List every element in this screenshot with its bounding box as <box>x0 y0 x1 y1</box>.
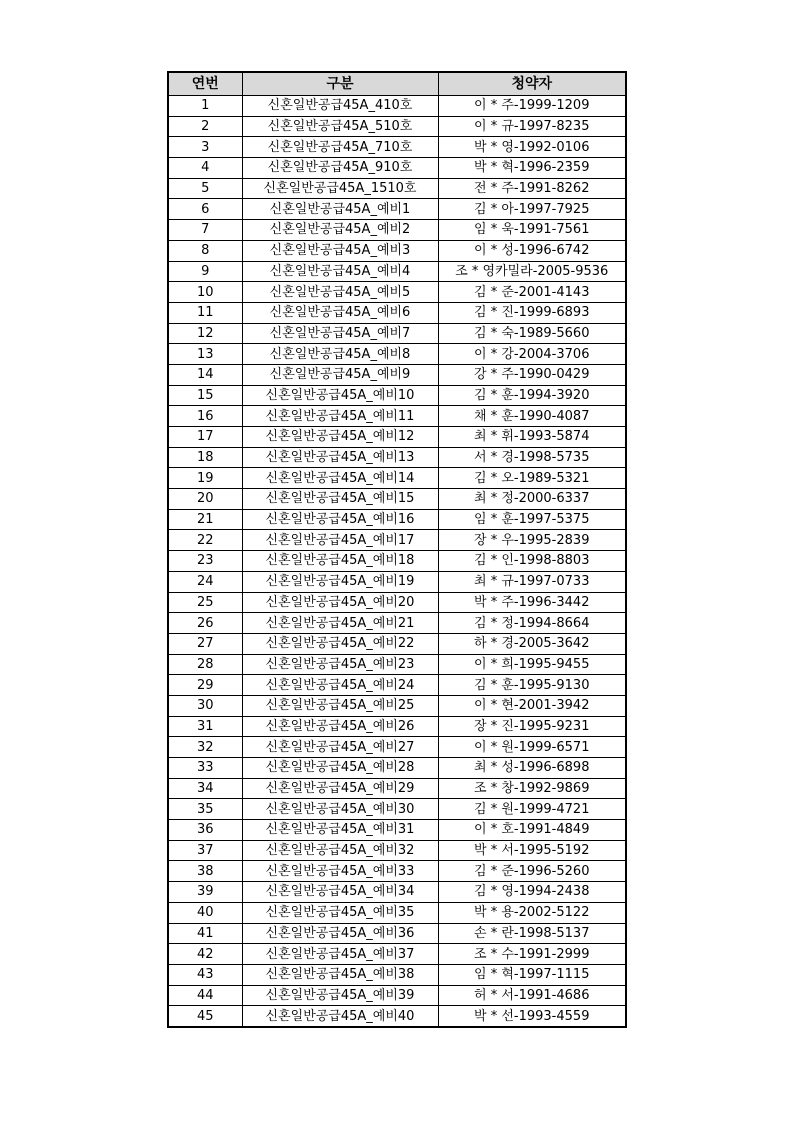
cell-serial-number: 40 <box>168 902 242 923</box>
applicant-table <box>167 71 627 1028</box>
cell-category: 신혼일반공급45A_예비38 <box>242 964 438 985</box>
cell-category: 신혼일반공급45A_예비18 <box>242 551 438 572</box>
cell-serial-number: 43 <box>168 964 242 985</box>
table-row <box>168 406 626 427</box>
cell-applicant: 박 * 선-1993-4559 <box>438 1006 626 1027</box>
cell-serial-number: 22 <box>168 530 242 551</box>
cell-applicant: 장 * 진-1995-9231 <box>438 716 626 737</box>
cell-serial-number: 26 <box>168 613 242 634</box>
cell-serial-number: 11 <box>168 302 242 323</box>
cell-category: 신혼일반공급45A_예비40 <box>242 1006 438 1027</box>
table-row <box>168 882 626 903</box>
cell-category: 신혼일반공급45A_예비17 <box>242 530 438 551</box>
header-category: 구분 <box>242 72 438 96</box>
cell-serial-number: 24 <box>168 571 242 592</box>
cell-category: 신혼일반공급45A_예비39 <box>242 985 438 1006</box>
cell-category: 신혼일반공급45A_예비7 <box>242 323 438 344</box>
cell-category: 신혼일반공급45A_예비15 <box>242 489 438 510</box>
table-row <box>168 571 626 592</box>
cell-serial-number: 28 <box>168 654 242 675</box>
table-row <box>168 695 626 716</box>
cell-serial-number: 14 <box>168 364 242 385</box>
cell-applicant: 손 * 란-1998-5137 <box>438 923 626 944</box>
cell-serial-number: 8 <box>168 240 242 261</box>
cell-applicant: 김 * 영-1994-2438 <box>438 882 626 903</box>
cell-applicant: 이 * 규-1997-8235 <box>438 116 626 137</box>
cell-serial-number: 2 <box>168 116 242 137</box>
table-row <box>168 964 626 985</box>
header-applicant: 청약자 <box>438 72 626 96</box>
table-row <box>168 489 626 510</box>
cell-serial-number: 15 <box>168 385 242 406</box>
cell-category: 신혼일반공급45A_예비8 <box>242 344 438 365</box>
table-row <box>168 178 626 199</box>
table-row <box>168 778 626 799</box>
cell-category: 신혼일반공급45A_예비6 <box>242 302 438 323</box>
cell-category: 신혼일반공급45A_예비32 <box>242 840 438 861</box>
cell-applicant: 조 * 수-1991-2999 <box>438 944 626 965</box>
cell-category: 신혼일반공급45A_910호 <box>242 158 438 179</box>
cell-category: 신혼일반공급45A_예비16 <box>242 509 438 530</box>
table-row <box>168 468 626 489</box>
cell-category: 신혼일반공급45A_예비22 <box>242 633 438 654</box>
table-row <box>168 158 626 179</box>
table-row <box>168 551 626 572</box>
cell-applicant: 김 * 준-2001-4143 <box>438 282 626 303</box>
cell-applicant: 김 * 원-1999-4721 <box>438 799 626 820</box>
table-row <box>168 385 626 406</box>
cell-serial-number: 13 <box>168 344 242 365</box>
cell-applicant: 이 * 강-2004-3706 <box>438 344 626 365</box>
table-row <box>168 944 626 965</box>
table-row <box>168 861 626 882</box>
cell-category: 신혼일반공급45A_예비19 <box>242 571 438 592</box>
table-row <box>168 240 626 261</box>
cell-serial-number: 31 <box>168 716 242 737</box>
document-page <box>167 71 627 1028</box>
cell-category: 신혼일반공급45A_예비25 <box>242 695 438 716</box>
cell-category: 신혼일반공급45A_예비33 <box>242 861 438 882</box>
cell-applicant: 임 * 욱-1991-7561 <box>438 220 626 241</box>
cell-applicant: 이 * 희-1995-9455 <box>438 654 626 675</box>
cell-category: 신혼일반공급45A_예비27 <box>242 737 438 758</box>
table-row <box>168 902 626 923</box>
table-row <box>168 137 626 158</box>
cell-serial-number: 5 <box>168 178 242 199</box>
cell-category: 신혼일반공급45A_예비2 <box>242 220 438 241</box>
cell-category: 신혼일반공급45A_예비3 <box>242 240 438 261</box>
table-row <box>168 530 626 551</box>
cell-category: 신혼일반공급45A_예비34 <box>242 882 438 903</box>
cell-applicant: 전 * 주-1991-8262 <box>438 178 626 199</box>
table-row <box>168 302 626 323</box>
cell-category: 신혼일반공급45A_예비14 <box>242 468 438 489</box>
cell-applicant: 이 * 주-1999-1209 <box>438 96 626 117</box>
cell-category: 신혼일반공급45A_예비4 <box>242 261 438 282</box>
cell-serial-number: 7 <box>168 220 242 241</box>
cell-serial-number: 34 <box>168 778 242 799</box>
cell-category: 신혼일반공급45A_예비26 <box>242 716 438 737</box>
cell-category: 신혼일반공급45A_1510호 <box>242 178 438 199</box>
cell-applicant: 조 * 영카밀라-2005-9536 <box>438 261 626 282</box>
cell-applicant: 박 * 영-1992-0106 <box>438 137 626 158</box>
cell-applicant: 임 * 혁-1997-1115 <box>438 964 626 985</box>
cell-category: 신혼일반공급45A_예비10 <box>242 385 438 406</box>
cell-applicant: 최 * 휘-1993-5874 <box>438 427 626 448</box>
cell-applicant: 서 * 경-1998-5735 <box>438 447 626 468</box>
cell-serial-number: 21 <box>168 509 242 530</box>
cell-serial-number: 33 <box>168 758 242 779</box>
cell-category: 신혼일반공급45A_예비20 <box>242 592 438 613</box>
table-row <box>168 716 626 737</box>
cell-applicant: 김 * 훈-1995-9130 <box>438 675 626 696</box>
table-row <box>168 592 626 613</box>
cell-applicant: 박 * 주-1996-3442 <box>438 592 626 613</box>
cell-applicant: 임 * 훈-1997-5375 <box>438 509 626 530</box>
cell-serial-number: 38 <box>168 861 242 882</box>
cell-category: 신혼일반공급45A_예비12 <box>242 427 438 448</box>
cell-category: 신혼일반공급45A_예비24 <box>242 675 438 696</box>
cell-applicant: 김 * 아-1997-7925 <box>438 199 626 220</box>
cell-applicant: 김 * 숙-1989-5660 <box>438 323 626 344</box>
cell-category: 신혼일반공급45A_예비31 <box>242 820 438 841</box>
cell-applicant: 허 * 서-1991-4686 <box>438 985 626 1006</box>
cell-category: 신혼일반공급45A_예비36 <box>242 923 438 944</box>
cell-category: 신혼일반공급45A_예비23 <box>242 654 438 675</box>
table-row <box>168 199 626 220</box>
cell-serial-number: 35 <box>168 799 242 820</box>
cell-serial-number: 36 <box>168 820 242 841</box>
table-row <box>168 323 626 344</box>
cell-serial-number: 20 <box>168 489 242 510</box>
table-row <box>168 261 626 282</box>
cell-serial-number: 6 <box>168 199 242 220</box>
cell-serial-number: 3 <box>168 137 242 158</box>
cell-applicant: 김 * 오-1989-5321 <box>438 468 626 489</box>
table-row <box>168 447 626 468</box>
cell-serial-number: 19 <box>168 468 242 489</box>
table-row <box>168 675 626 696</box>
cell-serial-number: 1 <box>168 96 242 117</box>
table-row <box>168 613 626 634</box>
table-row <box>168 840 626 861</box>
cell-category: 신혼일반공급45A_예비35 <box>242 902 438 923</box>
table-row <box>168 427 626 448</box>
cell-applicant: 강 * 주-1990-0429 <box>438 364 626 385</box>
table-row <box>168 96 626 117</box>
cell-applicant: 이 * 원-1999-6571 <box>438 737 626 758</box>
cell-serial-number: 4 <box>168 158 242 179</box>
cell-serial-number: 17 <box>168 427 242 448</box>
cell-applicant: 김 * 인-1998-8803 <box>438 551 626 572</box>
cell-category: 신혼일반공급45A_예비30 <box>242 799 438 820</box>
cell-applicant: 최 * 성-1996-6898 <box>438 758 626 779</box>
cell-category: 신혼일반공급45A_예비11 <box>242 406 438 427</box>
cell-applicant: 채 * 훈-1990-4087 <box>438 406 626 427</box>
cell-applicant: 조 * 창-1992-9869 <box>438 778 626 799</box>
table-row <box>168 985 626 1006</box>
cell-serial-number: 10 <box>168 282 242 303</box>
cell-serial-number: 37 <box>168 840 242 861</box>
cell-serial-number: 25 <box>168 592 242 613</box>
table-header <box>168 72 626 96</box>
cell-applicant: 최 * 정-2000-6337 <box>438 489 626 510</box>
cell-applicant: 박 * 용-2002-5122 <box>438 902 626 923</box>
cell-applicant: 박 * 서-1995-5192 <box>438 840 626 861</box>
header-row <box>168 72 626 96</box>
cell-serial-number: 44 <box>168 985 242 1006</box>
table-row <box>168 758 626 779</box>
cell-applicant: 장 * 우-1995-2839 <box>438 530 626 551</box>
table-row <box>168 509 626 530</box>
cell-applicant: 김 * 준-1996-5260 <box>438 861 626 882</box>
cell-serial-number: 41 <box>168 923 242 944</box>
table-body <box>168 96 626 1027</box>
cell-applicant: 김 * 정-1994-8664 <box>438 613 626 634</box>
cell-applicant: 김 * 훈-1994-3920 <box>438 385 626 406</box>
table-row <box>168 116 626 137</box>
cell-serial-number: 27 <box>168 633 242 654</box>
header-serial-number: 연번 <box>168 72 242 96</box>
cell-category: 신혼일반공급45A_예비29 <box>242 778 438 799</box>
cell-applicant: 이 * 호-1991-4849 <box>438 820 626 841</box>
cell-serial-number: 12 <box>168 323 242 344</box>
cell-applicant: 하 * 경-2005-3642 <box>438 633 626 654</box>
cell-category: 신혼일반공급45A_510호 <box>242 116 438 137</box>
table-row <box>168 923 626 944</box>
cell-category: 신혼일반공급45A_예비37 <box>242 944 438 965</box>
cell-category: 신혼일반공급45A_예비5 <box>242 282 438 303</box>
table-row <box>168 220 626 241</box>
cell-serial-number: 32 <box>168 737 242 758</box>
cell-category: 신혼일반공급45A_410호 <box>242 96 438 117</box>
cell-category: 신혼일반공급45A_예비13 <box>242 447 438 468</box>
table-row <box>168 737 626 758</box>
table-row <box>168 344 626 365</box>
cell-serial-number: 39 <box>168 882 242 903</box>
cell-applicant: 이 * 성-1996-6742 <box>438 240 626 261</box>
table-row <box>168 633 626 654</box>
table-row <box>168 282 626 303</box>
table-row <box>168 820 626 841</box>
cell-serial-number: 9 <box>168 261 242 282</box>
cell-applicant: 박 * 혁-1996-2359 <box>438 158 626 179</box>
cell-category: 신혼일반공급45A_예비21 <box>242 613 438 634</box>
cell-serial-number: 45 <box>168 1006 242 1027</box>
cell-serial-number: 16 <box>168 406 242 427</box>
cell-serial-number: 29 <box>168 675 242 696</box>
table-row <box>168 364 626 385</box>
cell-category: 신혼일반공급45A_예비9 <box>242 364 438 385</box>
table-row <box>168 654 626 675</box>
cell-category: 신혼일반공급45A_예비28 <box>242 758 438 779</box>
cell-category: 신혼일반공급45A_예비1 <box>242 199 438 220</box>
table-row <box>168 799 626 820</box>
cell-applicant: 이 * 현-2001-3942 <box>438 695 626 716</box>
cell-serial-number: 23 <box>168 551 242 572</box>
cell-serial-number: 42 <box>168 944 242 965</box>
cell-serial-number: 30 <box>168 695 242 716</box>
cell-serial-number: 18 <box>168 447 242 468</box>
cell-applicant: 김 * 진-1999-6893 <box>438 302 626 323</box>
table-row <box>168 1006 626 1027</box>
cell-applicant: 최 * 규-1997-0733 <box>438 571 626 592</box>
cell-category: 신혼일반공급45A_710호 <box>242 137 438 158</box>
